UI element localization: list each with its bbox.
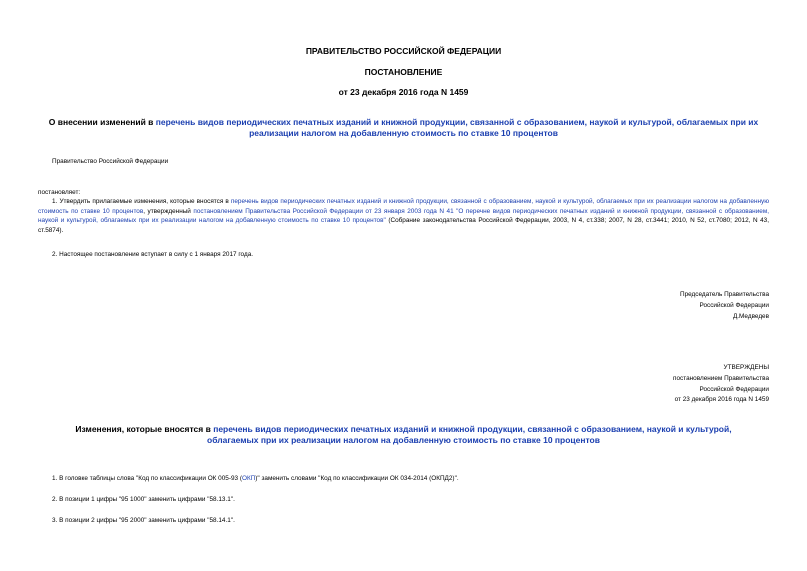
change-item-2: 2. В позиции 1 цифры "95 1000" заменить цифрами "58.13.1".	[52, 496, 235, 503]
paragraph-1-resolution-link[interactable]: постановлением Правительства Российской Федерации от 23 января 2003 года N 41 "О перечне видов периодических печатных изданий и книжной продукции, связанной с образованием, наукой и культурой, облагаемых при их реализации налогом на добавленную стоимость по ставке 10 процентов"	[38, 207, 769, 225]
approved-country: Российской Федерации	[699, 385, 769, 393]
paragraph-1-start: 1. Утвердить прилагаемые изменения, которые вносятся в	[52, 198, 231, 205]
change-item-3: 3. В позиции 2 цифры "95 2000" заменить цифрами "58.14.1".	[52, 517, 235, 524]
changes-title	[56, 424, 751, 446]
approved-by: постановлением Правительства	[673, 374, 769, 382]
okp-link[interactable]: ОКП	[241, 475, 256, 482]
approved-block	[673, 363, 769, 406]
change-item-1-start: 1. В головке таблицы слова "Код по классификации ОК 005-93 (	[52, 475, 242, 482]
change-item-1-end: )" заменить словами "Код по классификации ОК 034-2014 (ОКПД2)".	[255, 475, 459, 482]
signature-position: Председатель Правительства	[680, 291, 769, 298]
approved-label: УТВЕРЖДЕНЫ	[723, 364, 769, 371]
changes-title-link[interactable]: перечень видов периодических печатных изданий и книжной продукции, связанной с образованием, наукой и культурой, облагаемых при их реализации налогом на добавленную стоимость по ставке 10 процентов	[207, 424, 732, 445]
paragraph-1	[38, 197, 769, 235]
government-line: Правительство Российской Федерации	[52, 158, 169, 165]
signature-name: Д.Медведев	[732, 312, 769, 320]
document-type: ПОСТАНОВЛЕНИЕ	[364, 67, 443, 77]
approved-date: от 23 декабря 2016 года N 1459	[674, 396, 769, 404]
government-heading: ПРАВИТЕЛЬСТВО РОССИЙСКОЙ ФЕДЕРАЦИИ	[305, 46, 502, 56]
title-prefix: О внесении изменений в	[48, 117, 156, 127]
changes-title-prefix: Изменения, которые вносятся в	[75, 424, 214, 434]
change-item-1	[52, 474, 459, 484]
signature-country: Российской Федерации	[699, 301, 769, 309]
paragraph-1-end: (Собрание законодательства Российской Федерации, 2003, N 4, ст.338; 2007, N 28, ст.3441; 2010, N 52, ст.7080; 2012, N 43, ст.5874).	[38, 217, 769, 234]
paragraph-1-list-link[interactable]: перечень видов периодических печатных изданий и книжной продукции, связанной с образованием, наукой и культурой, облагаемых при их реализации налогом на добавленную стоимость по ставке 10 процентов	[38, 198, 769, 215]
signature-block	[680, 290, 769, 322]
document-title	[36, 117, 771, 139]
title-link[interactable]: перечень видов периодических печатных изданий и книжной продукции, связанной с образованием, наукой и культурой, облагаемых при их реализации налогом на добавленную стоимость по ставке 10 процентов	[155, 117, 759, 138]
paragraph-1-middle: , утвержденный	[143, 207, 194, 215]
paragraph-2: 2. Настоящее постановление вступает в силу с 1 января 2017 года.	[52, 251, 254, 258]
resolves-line: постановляет:	[38, 189, 81, 196]
document-date-number: от 23 декабря 2016 года N 1459	[338, 87, 469, 97]
